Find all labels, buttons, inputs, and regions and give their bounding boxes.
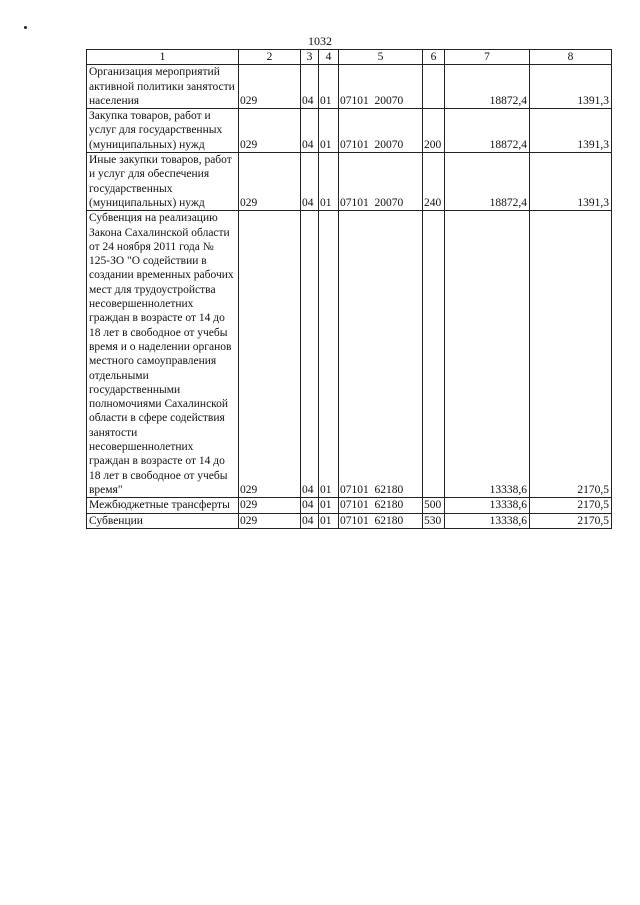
expense-type-code [423, 211, 445, 498]
target-article-code: 07101 62180 [339, 513, 423, 528]
row-name: Субвенция на реализацию Закона Сахалинской области от 24 ноября 2011 года № 125-ЗО "О содействии в создании временных рабочих мест для трудоустройства несовершеннолетних граждан в возрасте от 14 до 18 лет в свободное от учебы время и о наделении органов местного самоуправления отдельными государственными полномочиями Сахалинской области в сфере содействия занятости несовершеннолетних граждан в возрасте от 14 до 18 лет в свободное от учебы время" [87, 211, 239, 498]
table-row [87, 109, 612, 153]
amount-col8: 1391,3 [530, 109, 612, 153]
expense-type-code: 500 [423, 498, 445, 513]
expense-type-code [423, 65, 445, 109]
target-article-code: 07101 20070 [339, 65, 423, 109]
amount-col8: 1391,3 [530, 65, 612, 109]
table-row [87, 513, 612, 528]
column-header: 8 [530, 50, 612, 65]
amount-col8: 1391,3 [530, 153, 612, 211]
amount-col7: 18872,4 [445, 109, 530, 153]
budget-table [86, 49, 612, 529]
grbs-code: 029 [239, 109, 301, 153]
target-article-code: 07101 20070 [339, 153, 423, 211]
row-name: Иные закупки товаров, работ и услуг для обеспечения государственных (муниципальных) нужд [87, 153, 239, 211]
section-code: 04 [301, 211, 319, 498]
amount-col7: 18872,4 [445, 65, 530, 109]
amount-col7: 13338,6 [445, 513, 530, 528]
grbs-code: 029 [239, 498, 301, 513]
grbs-code: 029 [239, 65, 301, 109]
expense-type-code: 240 [423, 153, 445, 211]
section-code: 04 [301, 513, 319, 528]
target-article-code: 07101 20070 [339, 109, 423, 153]
grbs-code: 029 [239, 513, 301, 528]
section-code: 04 [301, 498, 319, 513]
amount-col8: 2170,5 [530, 498, 612, 513]
column-header: 2 [239, 50, 301, 65]
table-row [87, 211, 612, 498]
table-row [87, 65, 612, 109]
table-row [87, 498, 612, 513]
scan-speck [24, 26, 27, 29]
section-code: 04 [301, 109, 319, 153]
column-header: 4 [319, 50, 339, 65]
amount-col8: 2170,5 [530, 513, 612, 528]
grbs-code: 029 [239, 211, 301, 498]
section-code: 04 [301, 65, 319, 109]
section-code: 04 [301, 153, 319, 211]
subsection-code: 01 [319, 153, 339, 211]
table-header-row [87, 50, 612, 65]
expense-type-code: 200 [423, 109, 445, 153]
subsection-code: 01 [319, 109, 339, 153]
row-name: Субвенции [87, 513, 239, 528]
column-header: 6 [423, 50, 445, 65]
subsection-code: 01 [319, 211, 339, 498]
amount-col7: 13338,6 [445, 498, 530, 513]
subsection-code: 01 [319, 513, 339, 528]
row-name: Организация мероприятий активной политики занятости населения [87, 65, 239, 109]
subsection-code: 01 [319, 65, 339, 109]
row-name: Межбюджетные трансферты [87, 498, 239, 513]
row-name: Закупка товаров, работ и услуг для государственных (муниципальных) нужд [87, 109, 239, 153]
table-row [87, 153, 612, 211]
amount-col8: 2170,5 [530, 211, 612, 498]
amount-col7: 18872,4 [445, 153, 530, 211]
target-article-code: 07101 62180 [339, 211, 423, 498]
column-header: 7 [445, 50, 530, 65]
column-header: 1 [87, 50, 239, 65]
amount-col7: 13338,6 [445, 211, 530, 498]
grbs-code: 029 [239, 153, 301, 211]
target-article-code: 07101 62180 [339, 498, 423, 513]
page-number: 1032 [308, 34, 332, 48]
column-header: 3 [301, 50, 319, 65]
column-header: 5 [339, 50, 423, 65]
subsection-code: 01 [319, 498, 339, 513]
expense-type-code: 530 [423, 513, 445, 528]
